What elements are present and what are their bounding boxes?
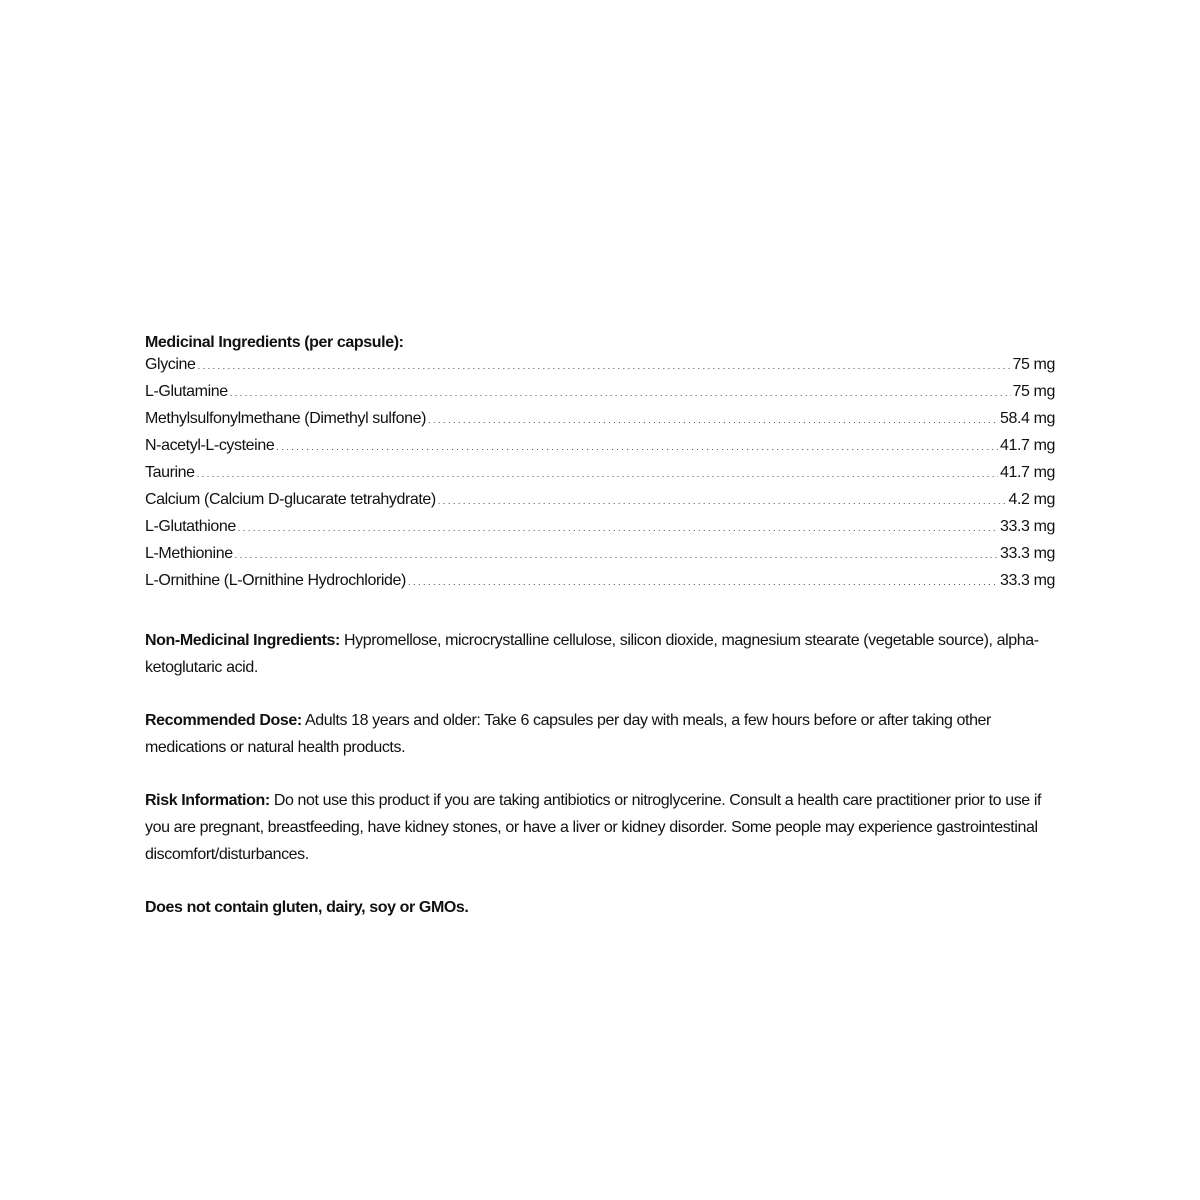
leader-dots xyxy=(428,415,998,425)
ingredient-row xyxy=(145,383,1055,410)
medicinal-ingredients-list xyxy=(145,356,1055,599)
recommended-dose-label: Recommended Dose: xyxy=(145,712,302,729)
ingredient-amount: 75 mg xyxy=(1012,383,1055,400)
ingredient-name: N-acetyl-L-cysteine xyxy=(145,437,275,454)
leader-dots xyxy=(197,469,998,479)
recommended-dose xyxy=(145,707,1055,761)
ingredient-name: Taurine xyxy=(145,464,195,481)
ingredient-row xyxy=(145,356,1055,383)
leader-dots xyxy=(230,388,1011,398)
allergen-statement: Does not contain gluten, dairy, soy or GMOs. xyxy=(145,899,469,916)
ingredient-name: Methylsulfonylmethane (Dimethyl sulfone) xyxy=(145,410,427,427)
risk-information-label: Risk Information: xyxy=(145,792,270,809)
ingredient-amount: 33.3 mg xyxy=(999,545,1055,562)
medicinal-ingredients-title: Medicinal Ingredients (per capsule): xyxy=(145,334,404,351)
ingredient-row xyxy=(145,545,1055,572)
supplement-facts-panel xyxy=(145,332,1055,921)
risk-information-text: Do not use this product if you are taking antibiotics or nitroglycerine. Consult a health care practitioner prior to use if you are pregnant, breastfeeding, have kidney stones, or have a liver or kidney disorder. Some people may experience gastrointestinal discomfort/disturbances. xyxy=(145,792,1042,863)
ingredient-name: Calcium (Calcium D-glucarate tetrahydrate) xyxy=(145,491,436,508)
ingredient-amount: 41.7 mg xyxy=(999,464,1055,481)
ingredient-row xyxy=(145,437,1055,464)
ingredient-row xyxy=(145,572,1055,599)
ingredient-amount: 33.3 mg xyxy=(999,572,1055,589)
ingredient-name: L-Methionine xyxy=(145,545,233,562)
ingredient-name: Glycine xyxy=(145,356,196,373)
recommended-dose-text: Adults 18 years and older: Take 6 capsules per day with meals, a few hours before or after taking other medications or natural health products. xyxy=(145,712,991,756)
ingredient-name: L-Glutamine xyxy=(145,383,228,400)
leader-dots xyxy=(238,523,998,533)
ingredient-amount: 4.2 mg xyxy=(1008,491,1055,508)
ingredient-row xyxy=(145,410,1055,437)
leader-dots xyxy=(276,442,998,452)
leader-dots xyxy=(235,550,998,560)
non-medicinal-label: Non-Medicinal Ingredients: xyxy=(145,632,340,649)
leader-dots xyxy=(408,577,998,587)
ingredient-amount: 41.7 mg xyxy=(999,437,1055,454)
leader-dots xyxy=(198,361,1011,371)
non-medicinal-ingredients xyxy=(145,627,1055,681)
ingredient-row xyxy=(145,464,1055,491)
ingredient-row xyxy=(145,518,1055,545)
ingredient-name: L-Glutathione xyxy=(145,518,236,535)
ingredient-amount: 58.4 mg xyxy=(999,410,1055,427)
non-medicinal-text: Hypromellose, microcrystalline cellulose, silicon dioxide, magnesium stearate (vegetable source), alpha-ketoglutaric acid. xyxy=(145,632,1039,676)
ingredient-amount: 33.3 mg xyxy=(999,518,1055,535)
risk-information xyxy=(145,787,1055,868)
ingredient-name: L-Ornithine (L-Ornithine Hydrochloride) xyxy=(145,572,406,589)
leader-dots xyxy=(438,496,1007,506)
ingredient-amount: 75 mg xyxy=(1012,356,1055,373)
ingredient-row xyxy=(145,491,1055,518)
